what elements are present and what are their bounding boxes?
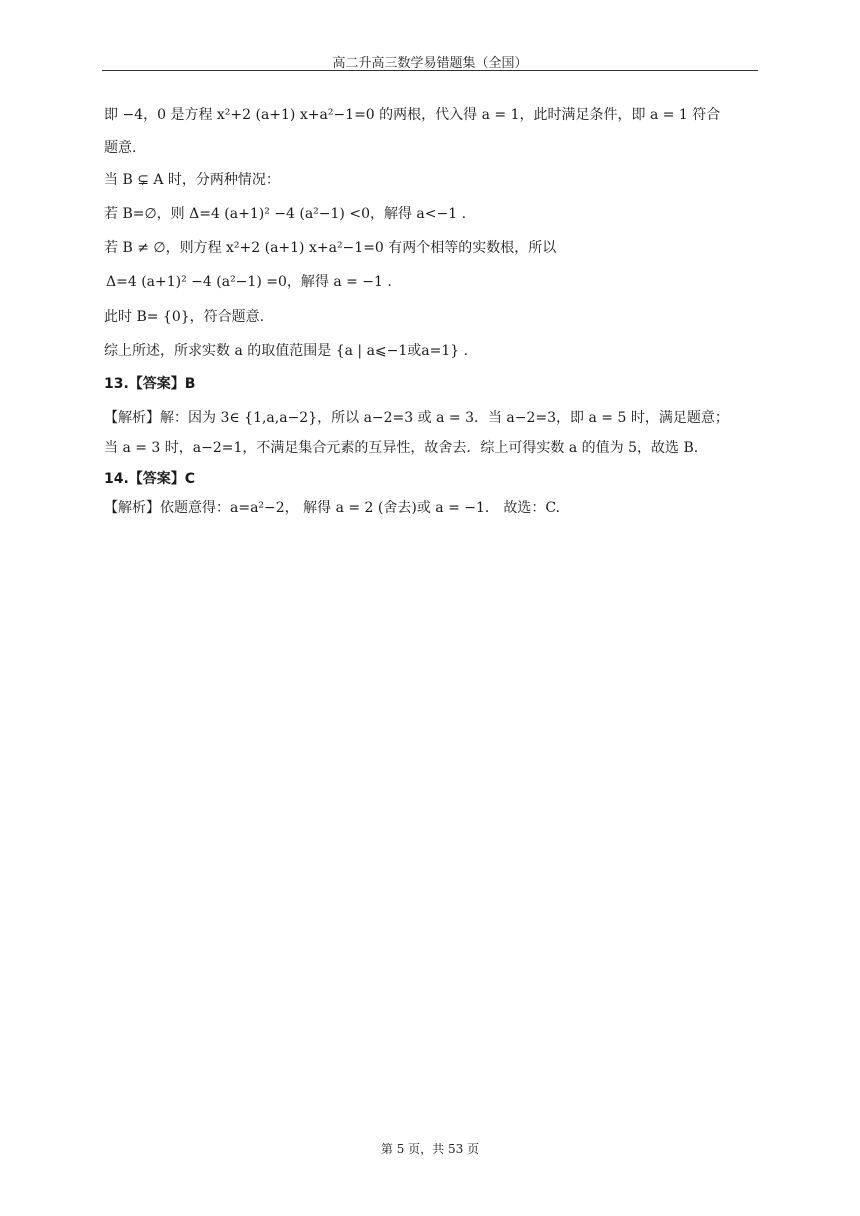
solution-line-5: 若 B ≠ ∅，则方程 x²+2 (a+1) x+a²−1=0 有两个相等的实数根，所以 [104, 240, 557, 256]
answer-13: 13.【答案】B [104, 376, 196, 392]
running-header: 高二升高三数学易错题集（全国） [332, 56, 528, 71]
answer-14: 14.【答案】C [104, 471, 196, 487]
header-divider [102, 70, 758, 71]
solution-line-3: 当 B ⊊ A 时，分两种情况： [104, 172, 280, 188]
solution-line-7: 此时 B= {0}，符合题意. [104, 309, 265, 325]
solution-line-1: 即 −4，0 是方程 x²+2 (a+1) x+a²−1=0 的两根，代入得 a = 1，此时满足条件，即 a = 1 符合 [104, 107, 721, 123]
analysis-13-line-1: 【解析】解：因为 3∈ {1,a,a−2}，所以 a−2=3 或 a = 3．当 a−2=3，即 a = 5 时，满足题意； [104, 410, 729, 426]
page-number: 第 5 页，共 53 页 [380, 1142, 480, 1156]
analysis-14: 【解析】依题意得：a=a²−2， 解得 a = 2 (舍去)或 a = −1． 故选：C. [104, 500, 561, 516]
solution-line-6: Δ=4 (a+1)² −4 (a²−1) =0，解得 a = −1 . [106, 274, 392, 290]
solution-line-4: 若 B=∅，则 Δ=4 (a+1)² −4 (a²−1) <0，解得 a<−1 . [104, 206, 467, 222]
solution-line-2: 题意. [104, 140, 137, 156]
solution-line-8: 综上所述，所求实数 a 的取值范围是 {a | a⩽−1或a=1} . [104, 343, 469, 359]
analysis-13-line-2: 当 a = 3 时，a−2=1，不满足集合元素的互异性，故舍去．综上可得实数 a 的值为 5，故选 B. [104, 440, 699, 456]
